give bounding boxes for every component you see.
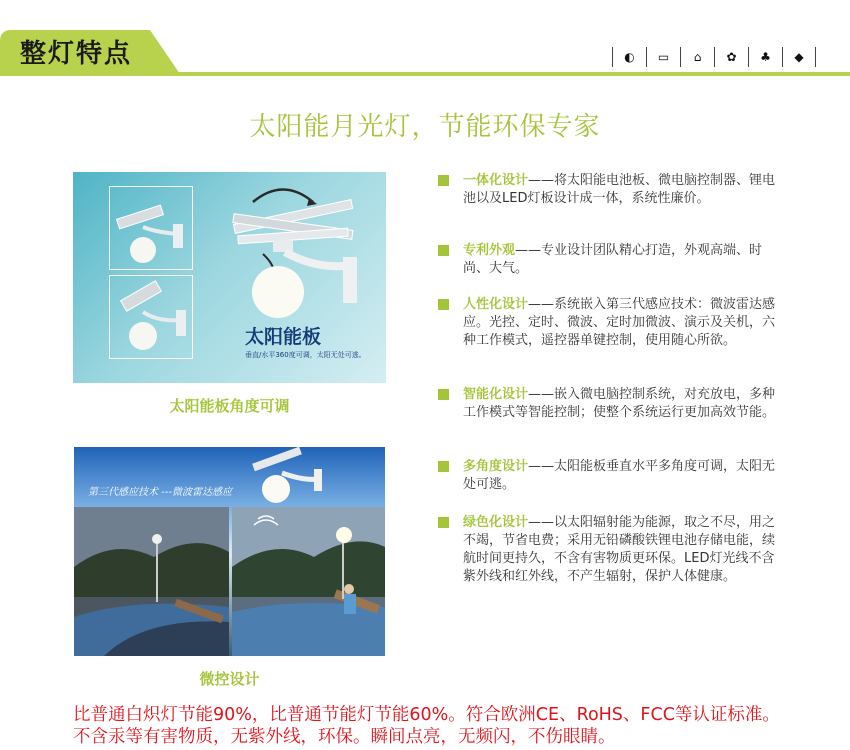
feature-title: 绿色化设计 xyxy=(463,515,529,530)
square-bullet-icon xyxy=(438,245,449,256)
square-bullet-icon xyxy=(438,389,449,400)
feature-title: 专利外观 xyxy=(463,243,516,258)
feature-item xyxy=(438,386,783,422)
square-bullet-icon xyxy=(438,175,449,186)
lamp-icon: ♣ xyxy=(748,47,782,67)
feature-text: ——嵌入微电脑控制系统，对充放电，多种工作模式等智能控制；使整个系统运行更加高效节能。 xyxy=(463,387,776,420)
feature-text: ——专业设计团队精心打造，外观高端、时尚、大气。 xyxy=(463,243,763,276)
square-bullet-icon xyxy=(438,299,449,310)
feature-item xyxy=(438,514,783,586)
image2-caption: 微控设计 xyxy=(199,670,260,688)
header-icon-strip xyxy=(612,47,816,67)
section-title: 整灯特点 xyxy=(20,39,133,69)
flower-icon: ✿ xyxy=(714,47,748,67)
image1-caption: 太阳能板角度可调 xyxy=(169,397,290,415)
feature-title: 多角度设计 xyxy=(463,459,529,474)
overlay-subtitle: 垂直/水平360度可调，太阳无处可逃。 xyxy=(245,351,366,359)
park-scene-illustration xyxy=(74,447,385,656)
feature-item xyxy=(438,458,783,494)
certification-note: 比普通白炽灯节能90%，比普通节能灯节能60%。符合欧洲CE、RoHS、FCC等认证标准。不含汞等有害物质，无紫外线，环保。瞬间点亮，无频闪，不伤眼睛。 xyxy=(73,705,780,747)
sensor-demo-image xyxy=(74,447,385,656)
feature-text: ——以太阳辐射能为能源，取之不尽，用之不竭，节省电费；采用无铅磷酸铁锂电池存储电能，续航时间更持久，不含有害物质更环保。LED灯光线不含紫外线和红外线，不产生辐射，保护人体健康。 xyxy=(463,515,776,584)
solar-panel-image xyxy=(73,172,386,383)
square-bullet-icon xyxy=(438,461,449,472)
feature-title: 人性化设计 xyxy=(463,297,529,312)
header xyxy=(0,0,850,80)
main-title: 太阳能月光灯，节能环保专家 xyxy=(249,112,601,142)
feature-text: ——将太阳能电池板、微电脑控制器、锂电池以及LED灯板设计成一体，系统性廉价。 xyxy=(463,173,776,206)
overlay-title: 太阳能板 xyxy=(245,326,322,348)
light-bulb-icon: ◐ xyxy=(612,47,646,67)
bed-icon: ▭ xyxy=(646,47,680,67)
house-icon: ⌂ xyxy=(680,47,714,67)
feature-title: 智能化设计 xyxy=(463,387,529,402)
feature-item xyxy=(438,172,783,208)
feature-text: ——太阳能板垂直水平多角度可调，太阳无处可逃。 xyxy=(463,459,776,492)
square-bullet-icon xyxy=(438,517,449,528)
gem-icon: ◆ xyxy=(782,47,816,67)
banner-text: 第三代感应技术 ---微波雷达感应 xyxy=(88,487,233,498)
feature-item xyxy=(438,296,783,350)
feature-title: 一体化设计 xyxy=(463,173,529,188)
header-divider xyxy=(0,72,850,76)
feature-text: ——系统嵌入第三代感应技术：微波雷达感应。光控、定时、微波、定时加微波、演示及关机，六种工作模式，遥控器单键控制，使用随心所欲。 xyxy=(463,297,776,348)
feature-item xyxy=(438,242,783,278)
